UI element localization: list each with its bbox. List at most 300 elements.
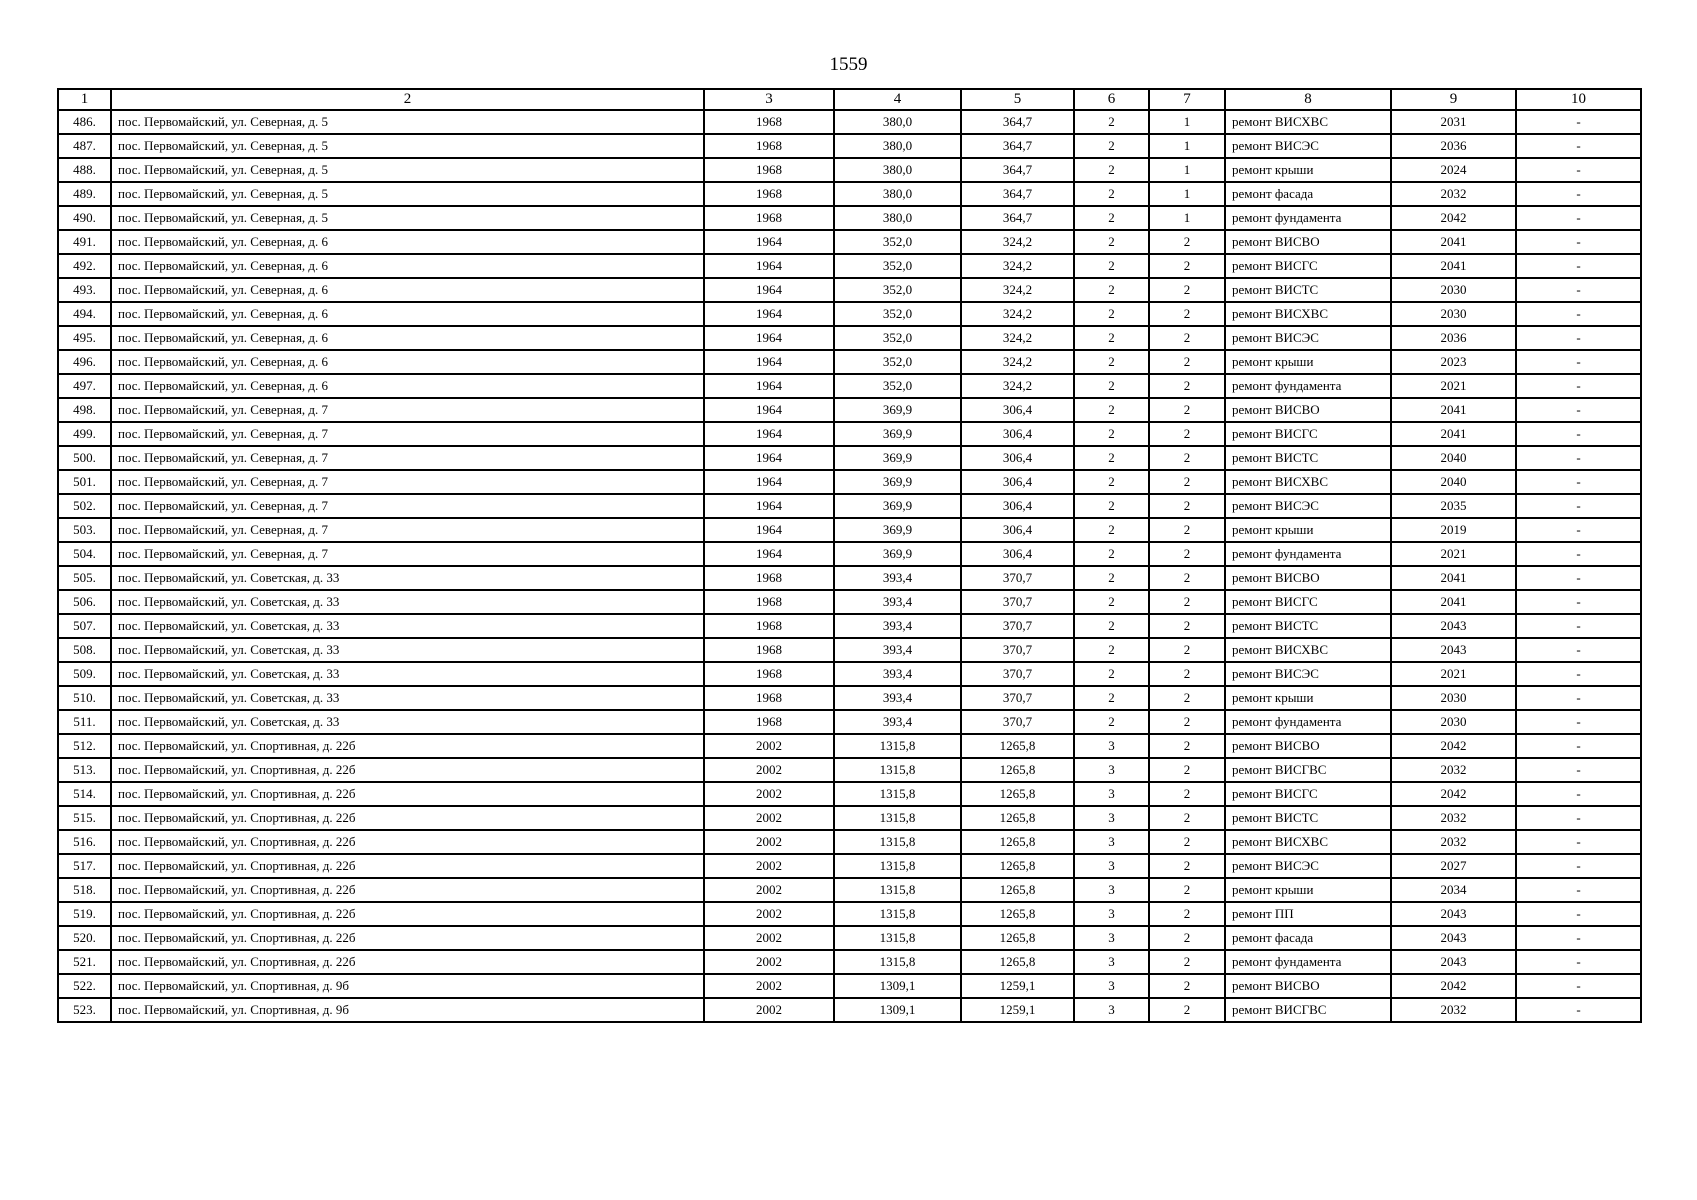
total-area-cell: 352,0 xyxy=(834,254,961,278)
entrances-cell: 2 xyxy=(1149,782,1225,806)
year-cell: 2002 xyxy=(704,950,834,974)
total-area-cell: 1315,8 xyxy=(834,950,961,974)
note-cell: - xyxy=(1516,686,1641,710)
planned-year-cell: 2043 xyxy=(1391,638,1516,662)
planned-year-cell: 2032 xyxy=(1391,758,1516,782)
total-area-cell: 1309,1 xyxy=(834,974,961,998)
work-type-cell: ремонт ВИСВО xyxy=(1225,734,1391,758)
work-type-cell: ремонт ВИСТС xyxy=(1225,806,1391,830)
address-cell: пос. Первомайский, ул. Советская, д. 33 xyxy=(111,566,704,590)
total-area-cell: 369,9 xyxy=(834,470,961,494)
note-cell: - xyxy=(1516,326,1641,350)
floors-cell: 2 xyxy=(1074,710,1149,734)
address-cell: пос. Первомайский, ул. Советская, д. 33 xyxy=(111,686,704,710)
work-type-cell: ремонт фундамента xyxy=(1225,374,1391,398)
living-area-cell: 364,7 xyxy=(961,134,1074,158)
living-area-cell: 370,7 xyxy=(961,710,1074,734)
work-type-cell: ремонт ВИСГВС xyxy=(1225,758,1391,782)
floors-cell: 2 xyxy=(1074,446,1149,470)
floors-cell: 2 xyxy=(1074,662,1149,686)
work-type-cell: ремонт крыши xyxy=(1225,878,1391,902)
note-cell: - xyxy=(1516,158,1641,182)
row-number: 498. xyxy=(58,398,111,422)
note-cell: - xyxy=(1516,854,1641,878)
column-header: 10 xyxy=(1516,89,1641,110)
floors-cell: 2 xyxy=(1074,134,1149,158)
work-type-cell: ремонт ВИСЭС xyxy=(1225,326,1391,350)
planned-year-cell: 2040 xyxy=(1391,446,1516,470)
living-area-cell: 306,4 xyxy=(961,494,1074,518)
planned-year-cell: 2042 xyxy=(1391,782,1516,806)
year-cell: 1968 xyxy=(704,638,834,662)
note-cell: - xyxy=(1516,974,1641,998)
planned-year-cell: 2042 xyxy=(1391,974,1516,998)
planned-year-cell: 2043 xyxy=(1391,614,1516,638)
year-cell: 2002 xyxy=(704,974,834,998)
row-number: 504. xyxy=(58,542,111,566)
table-row xyxy=(58,998,1641,1022)
living-area-cell: 306,4 xyxy=(961,422,1074,446)
living-area-cell: 324,2 xyxy=(961,230,1074,254)
note-cell: - xyxy=(1516,806,1641,830)
year-cell: 1968 xyxy=(704,182,834,206)
work-type-cell: ремонт ВИСЭС xyxy=(1225,134,1391,158)
address-cell: пос. Первомайский, ул. Северная, д. 7 xyxy=(111,422,704,446)
work-type-cell: ремонт ВИСТС xyxy=(1225,446,1391,470)
address-cell: пос. Первомайский, ул. Советская, д. 33 xyxy=(111,590,704,614)
entrances-cell: 2 xyxy=(1149,830,1225,854)
entrances-cell: 2 xyxy=(1149,590,1225,614)
work-type-cell: ремонт ВИСТС xyxy=(1225,614,1391,638)
planned-year-cell: 2021 xyxy=(1391,662,1516,686)
address-cell: пос. Первомайский, ул. Спортивная, д. 22б xyxy=(111,782,704,806)
year-cell: 1964 xyxy=(704,302,834,326)
note-cell: - xyxy=(1516,614,1641,638)
work-type-cell: ремонт ВИСГС xyxy=(1225,254,1391,278)
living-area-cell: 1265,8 xyxy=(961,902,1074,926)
floors-cell: 2 xyxy=(1074,590,1149,614)
row-number: 493. xyxy=(58,278,111,302)
entrances-cell: 2 xyxy=(1149,926,1225,950)
table-row xyxy=(58,422,1641,446)
table-row xyxy=(58,830,1641,854)
year-cell: 1964 xyxy=(704,470,834,494)
floors-cell: 2 xyxy=(1074,638,1149,662)
entrances-cell: 2 xyxy=(1149,902,1225,926)
address-cell: пос. Первомайский, ул. Северная, д. 7 xyxy=(111,494,704,518)
entrances-cell: 2 xyxy=(1149,542,1225,566)
total-area-cell: 1315,8 xyxy=(834,926,961,950)
living-area-cell: 364,7 xyxy=(961,206,1074,230)
year-cell: 1968 xyxy=(704,710,834,734)
planned-year-cell: 2041 xyxy=(1391,422,1516,446)
floors-cell: 2 xyxy=(1074,470,1149,494)
row-number: 499. xyxy=(58,422,111,446)
row-number: 519. xyxy=(58,902,111,926)
table-row xyxy=(58,158,1641,182)
table-row xyxy=(58,878,1641,902)
living-area-cell: 324,2 xyxy=(961,278,1074,302)
row-number: 486. xyxy=(58,110,111,134)
table-row xyxy=(58,686,1641,710)
table-row xyxy=(58,758,1641,782)
table-row xyxy=(58,902,1641,926)
total-area-cell: 369,9 xyxy=(834,542,961,566)
column-header: 3 xyxy=(704,89,834,110)
row-number: 518. xyxy=(58,878,111,902)
table-row xyxy=(58,782,1641,806)
planned-year-cell: 2023 xyxy=(1391,350,1516,374)
living-area-cell: 324,2 xyxy=(961,254,1074,278)
table-row xyxy=(58,206,1641,230)
note-cell: - xyxy=(1516,926,1641,950)
entrances-cell: 2 xyxy=(1149,326,1225,350)
work-type-cell: ремонт ВИСВО xyxy=(1225,398,1391,422)
table-row xyxy=(58,374,1641,398)
entrances-cell: 2 xyxy=(1149,950,1225,974)
planned-year-cell: 2027 xyxy=(1391,854,1516,878)
note-cell: - xyxy=(1516,278,1641,302)
total-area-cell: 369,9 xyxy=(834,446,961,470)
entrances-cell: 1 xyxy=(1149,158,1225,182)
row-number: 521. xyxy=(58,950,111,974)
table-row xyxy=(58,110,1641,134)
address-cell: пос. Первомайский, ул. Северная, д. 6 xyxy=(111,374,704,398)
floors-cell: 2 xyxy=(1074,302,1149,326)
repair-schedule-table xyxy=(57,88,1642,1023)
living-area-cell: 324,2 xyxy=(961,326,1074,350)
table-row xyxy=(58,398,1641,422)
year-cell: 1964 xyxy=(704,326,834,350)
planned-year-cell: 2043 xyxy=(1391,902,1516,926)
address-cell: пос. Первомайский, ул. Советская, д. 33 xyxy=(111,662,704,686)
living-area-cell: 306,4 xyxy=(961,446,1074,470)
note-cell: - xyxy=(1516,110,1641,134)
floors-cell: 2 xyxy=(1074,326,1149,350)
row-number: 487. xyxy=(58,134,111,158)
address-cell: пос. Первомайский, ул. Северная, д. 5 xyxy=(111,134,704,158)
address-cell: пос. Первомайский, ул. Северная, д. 7 xyxy=(111,518,704,542)
entrances-cell: 2 xyxy=(1149,734,1225,758)
entrances-cell: 2 xyxy=(1149,422,1225,446)
work-type-cell: ремонт фасада xyxy=(1225,182,1391,206)
total-area-cell: 1315,8 xyxy=(834,878,961,902)
total-area-cell: 1315,8 xyxy=(834,854,961,878)
address-cell: пос. Первомайский, ул. Спортивная, д. 22б xyxy=(111,902,704,926)
note-cell: - xyxy=(1516,518,1641,542)
note-cell: - xyxy=(1516,182,1641,206)
year-cell: 1968 xyxy=(704,206,834,230)
table-body xyxy=(58,110,1641,1022)
table-row xyxy=(58,254,1641,278)
column-header: 2 xyxy=(111,89,704,110)
year-cell: 2002 xyxy=(704,878,834,902)
note-cell: - xyxy=(1516,950,1641,974)
note-cell: - xyxy=(1516,254,1641,278)
address-cell: пос. Первомайский, ул. Спортивная, д. 22б xyxy=(111,806,704,830)
row-number: 517. xyxy=(58,854,111,878)
total-area-cell: 393,4 xyxy=(834,590,961,614)
row-number: 520. xyxy=(58,926,111,950)
planned-year-cell: 2019 xyxy=(1391,518,1516,542)
work-type-cell: ремонт фасада xyxy=(1225,926,1391,950)
row-number: 513. xyxy=(58,758,111,782)
planned-year-cell: 2031 xyxy=(1391,110,1516,134)
table-row xyxy=(58,350,1641,374)
floors-cell: 3 xyxy=(1074,854,1149,878)
planned-year-cell: 2032 xyxy=(1391,998,1516,1022)
total-area-cell: 393,4 xyxy=(834,686,961,710)
row-number: 502. xyxy=(58,494,111,518)
work-type-cell: ремонт ВИСХВС xyxy=(1225,110,1391,134)
planned-year-cell: 2042 xyxy=(1391,734,1516,758)
living-area-cell: 1265,8 xyxy=(961,782,1074,806)
living-area-cell: 306,4 xyxy=(961,542,1074,566)
year-cell: 1968 xyxy=(704,566,834,590)
entrances-cell: 2 xyxy=(1149,614,1225,638)
planned-year-cell: 2036 xyxy=(1391,134,1516,158)
row-number: 508. xyxy=(58,638,111,662)
row-number: 495. xyxy=(58,326,111,350)
total-area-cell: 380,0 xyxy=(834,206,961,230)
row-number: 506. xyxy=(58,590,111,614)
address-cell: пос. Первомайский, ул. Спортивная, д. 9б xyxy=(111,974,704,998)
entrances-cell: 2 xyxy=(1149,374,1225,398)
row-number: 505. xyxy=(58,566,111,590)
address-cell: пос. Первомайский, ул. Северная, д. 7 xyxy=(111,542,704,566)
floors-cell: 3 xyxy=(1074,734,1149,758)
work-type-cell: ремонт ВИСВО xyxy=(1225,974,1391,998)
living-area-cell: 364,7 xyxy=(961,110,1074,134)
note-cell: - xyxy=(1516,998,1641,1022)
living-area-cell: 1265,8 xyxy=(961,734,1074,758)
column-header: 4 xyxy=(834,89,961,110)
note-cell: - xyxy=(1516,398,1641,422)
entrances-cell: 2 xyxy=(1149,638,1225,662)
living-area-cell: 1265,8 xyxy=(961,806,1074,830)
address-cell: пос. Первомайский, ул. Северная, д. 5 xyxy=(111,158,704,182)
address-cell: пос. Первомайский, ул. Северная, д. 6 xyxy=(111,302,704,326)
work-type-cell: ремонт ВИСХВС xyxy=(1225,830,1391,854)
year-cell: 1968 xyxy=(704,614,834,638)
row-number: 509. xyxy=(58,662,111,686)
living-area-cell: 1259,1 xyxy=(961,974,1074,998)
living-area-cell: 370,7 xyxy=(961,566,1074,590)
floors-cell: 2 xyxy=(1074,350,1149,374)
year-cell: 1968 xyxy=(704,590,834,614)
living-area-cell: 1265,8 xyxy=(961,950,1074,974)
floors-cell: 2 xyxy=(1074,278,1149,302)
work-type-cell: ремонт крыши xyxy=(1225,518,1391,542)
living-area-cell: 306,4 xyxy=(961,518,1074,542)
year-cell: 2002 xyxy=(704,734,834,758)
floors-cell: 2 xyxy=(1074,518,1149,542)
entrances-cell: 2 xyxy=(1149,230,1225,254)
total-area-cell: 369,9 xyxy=(834,398,961,422)
entrances-cell: 2 xyxy=(1149,350,1225,374)
row-number: 496. xyxy=(58,350,111,374)
total-area-cell: 380,0 xyxy=(834,182,961,206)
work-type-cell: ремонт фундамента xyxy=(1225,950,1391,974)
living-area-cell: 370,7 xyxy=(961,590,1074,614)
note-cell: - xyxy=(1516,566,1641,590)
total-area-cell: 352,0 xyxy=(834,326,961,350)
note-cell: - xyxy=(1516,446,1641,470)
planned-year-cell: 2032 xyxy=(1391,182,1516,206)
address-cell: пос. Первомайский, ул. Советская, д. 33 xyxy=(111,614,704,638)
entrances-cell: 2 xyxy=(1149,686,1225,710)
floors-cell: 2 xyxy=(1074,110,1149,134)
entrances-cell: 2 xyxy=(1149,566,1225,590)
table-row xyxy=(58,974,1641,998)
total-area-cell: 1315,8 xyxy=(834,782,961,806)
total-area-cell: 393,4 xyxy=(834,710,961,734)
work-type-cell: ремонт ВИСХВС xyxy=(1225,470,1391,494)
work-type-cell: ремонт крыши xyxy=(1225,686,1391,710)
address-cell: пос. Первомайский, ул. Северная, д. 6 xyxy=(111,230,704,254)
living-area-cell: 370,7 xyxy=(961,638,1074,662)
table-row xyxy=(58,518,1641,542)
planned-year-cell: 2024 xyxy=(1391,158,1516,182)
note-cell: - xyxy=(1516,710,1641,734)
living-area-cell: 324,2 xyxy=(961,350,1074,374)
floors-cell: 2 xyxy=(1074,254,1149,278)
planned-year-cell: 2041 xyxy=(1391,230,1516,254)
work-type-cell: ремонт ВИСХВС xyxy=(1225,302,1391,326)
work-type-cell: ремонт крыши xyxy=(1225,158,1391,182)
living-area-cell: 306,4 xyxy=(961,470,1074,494)
living-area-cell: 364,7 xyxy=(961,182,1074,206)
year-cell: 2002 xyxy=(704,830,834,854)
floors-cell: 2 xyxy=(1074,230,1149,254)
total-area-cell: 1315,8 xyxy=(834,806,961,830)
note-cell: - xyxy=(1516,422,1641,446)
address-cell: пос. Первомайский, ул. Спортивная, д. 22б xyxy=(111,830,704,854)
year-cell: 1964 xyxy=(704,542,834,566)
planned-year-cell: 2030 xyxy=(1391,278,1516,302)
year-cell: 1964 xyxy=(704,518,834,542)
row-number: 514. xyxy=(58,782,111,806)
year-cell: 1968 xyxy=(704,134,834,158)
address-cell: пос. Первомайский, ул. Северная, д. 5 xyxy=(111,206,704,230)
note-cell: - xyxy=(1516,830,1641,854)
work-type-cell: ремонт ВИСЭС xyxy=(1225,494,1391,518)
address-cell: пос. Первомайский, ул. Северная, д. 5 xyxy=(111,182,704,206)
floors-cell: 3 xyxy=(1074,998,1149,1022)
year-cell: 2002 xyxy=(704,998,834,1022)
row-number: 507. xyxy=(58,614,111,638)
row-number: 490. xyxy=(58,206,111,230)
address-cell: пос. Первомайский, ул. Северная, д. 5 xyxy=(111,110,704,134)
entrances-cell: 2 xyxy=(1149,854,1225,878)
planned-year-cell: 2043 xyxy=(1391,950,1516,974)
floors-cell: 3 xyxy=(1074,758,1149,782)
floors-cell: 2 xyxy=(1074,182,1149,206)
table-row xyxy=(58,590,1641,614)
total-area-cell: 1315,8 xyxy=(834,758,961,782)
planned-year-cell: 2021 xyxy=(1391,542,1516,566)
entrances-cell: 1 xyxy=(1149,134,1225,158)
note-cell: - xyxy=(1516,470,1641,494)
address-cell: пос. Первомайский, ул. Северная, д. 6 xyxy=(111,254,704,278)
year-cell: 2002 xyxy=(704,854,834,878)
year-cell: 2002 xyxy=(704,926,834,950)
work-type-cell: ремонт фундамента xyxy=(1225,710,1391,734)
living-area-cell: 324,2 xyxy=(961,302,1074,326)
table-row xyxy=(58,326,1641,350)
floors-cell: 2 xyxy=(1074,614,1149,638)
note-cell: - xyxy=(1516,878,1641,902)
work-type-cell: ремонт фундамента xyxy=(1225,542,1391,566)
note-cell: - xyxy=(1516,542,1641,566)
year-cell: 2002 xyxy=(704,806,834,830)
row-number: 500. xyxy=(58,446,111,470)
work-type-cell: ремонт ВИСГС xyxy=(1225,590,1391,614)
column-header: 9 xyxy=(1391,89,1516,110)
total-area-cell: 380,0 xyxy=(834,110,961,134)
planned-year-cell: 2041 xyxy=(1391,254,1516,278)
total-area-cell: 393,4 xyxy=(834,614,961,638)
row-number: 492. xyxy=(58,254,111,278)
year-cell: 1964 xyxy=(704,446,834,470)
year-cell: 1968 xyxy=(704,110,834,134)
total-area-cell: 369,9 xyxy=(834,494,961,518)
living-area-cell: 1265,8 xyxy=(961,830,1074,854)
row-number: 515. xyxy=(58,806,111,830)
work-type-cell: ремонт крыши xyxy=(1225,350,1391,374)
entrances-cell: 1 xyxy=(1149,206,1225,230)
planned-year-cell: 2041 xyxy=(1391,590,1516,614)
living-area-cell: 1265,8 xyxy=(961,854,1074,878)
year-cell: 2002 xyxy=(704,758,834,782)
year-cell: 1968 xyxy=(704,662,834,686)
address-cell: пос. Первомайский, ул. Северная, д. 7 xyxy=(111,470,704,494)
work-type-cell: ремонт ВИСВО xyxy=(1225,230,1391,254)
row-number: 511. xyxy=(58,710,111,734)
total-area-cell: 1309,1 xyxy=(834,998,961,1022)
note-cell: - xyxy=(1516,590,1641,614)
work-type-cell: ремонт ПП xyxy=(1225,902,1391,926)
column-header: 8 xyxy=(1225,89,1391,110)
living-area-cell: 1265,8 xyxy=(961,758,1074,782)
floors-cell: 2 xyxy=(1074,158,1149,182)
table-row xyxy=(58,566,1641,590)
note-cell: - xyxy=(1516,782,1641,806)
table-row xyxy=(58,806,1641,830)
year-cell: 1964 xyxy=(704,278,834,302)
address-cell: пос. Первомайский, ул. Спортивная, д. 22б xyxy=(111,854,704,878)
header-row xyxy=(58,89,1641,110)
total-area-cell: 352,0 xyxy=(834,302,961,326)
note-cell: - xyxy=(1516,494,1641,518)
table-row xyxy=(58,470,1641,494)
address-cell: пос. Первомайский, ул. Советская, д. 33 xyxy=(111,638,704,662)
total-area-cell: 352,0 xyxy=(834,350,961,374)
row-number: 491. xyxy=(58,230,111,254)
planned-year-cell: 2042 xyxy=(1391,206,1516,230)
row-number: 497. xyxy=(58,374,111,398)
year-cell: 1964 xyxy=(704,494,834,518)
floors-cell: 3 xyxy=(1074,902,1149,926)
entrances-cell: 2 xyxy=(1149,662,1225,686)
year-cell: 2002 xyxy=(704,782,834,806)
year-cell: 1964 xyxy=(704,422,834,446)
address-cell: пос. Первомайский, ул. Северная, д. 6 xyxy=(111,350,704,374)
note-cell: - xyxy=(1516,350,1641,374)
note-cell: - xyxy=(1516,134,1641,158)
address-cell: пос. Первомайский, ул. Северная, д. 6 xyxy=(111,278,704,302)
table-row xyxy=(58,494,1641,518)
